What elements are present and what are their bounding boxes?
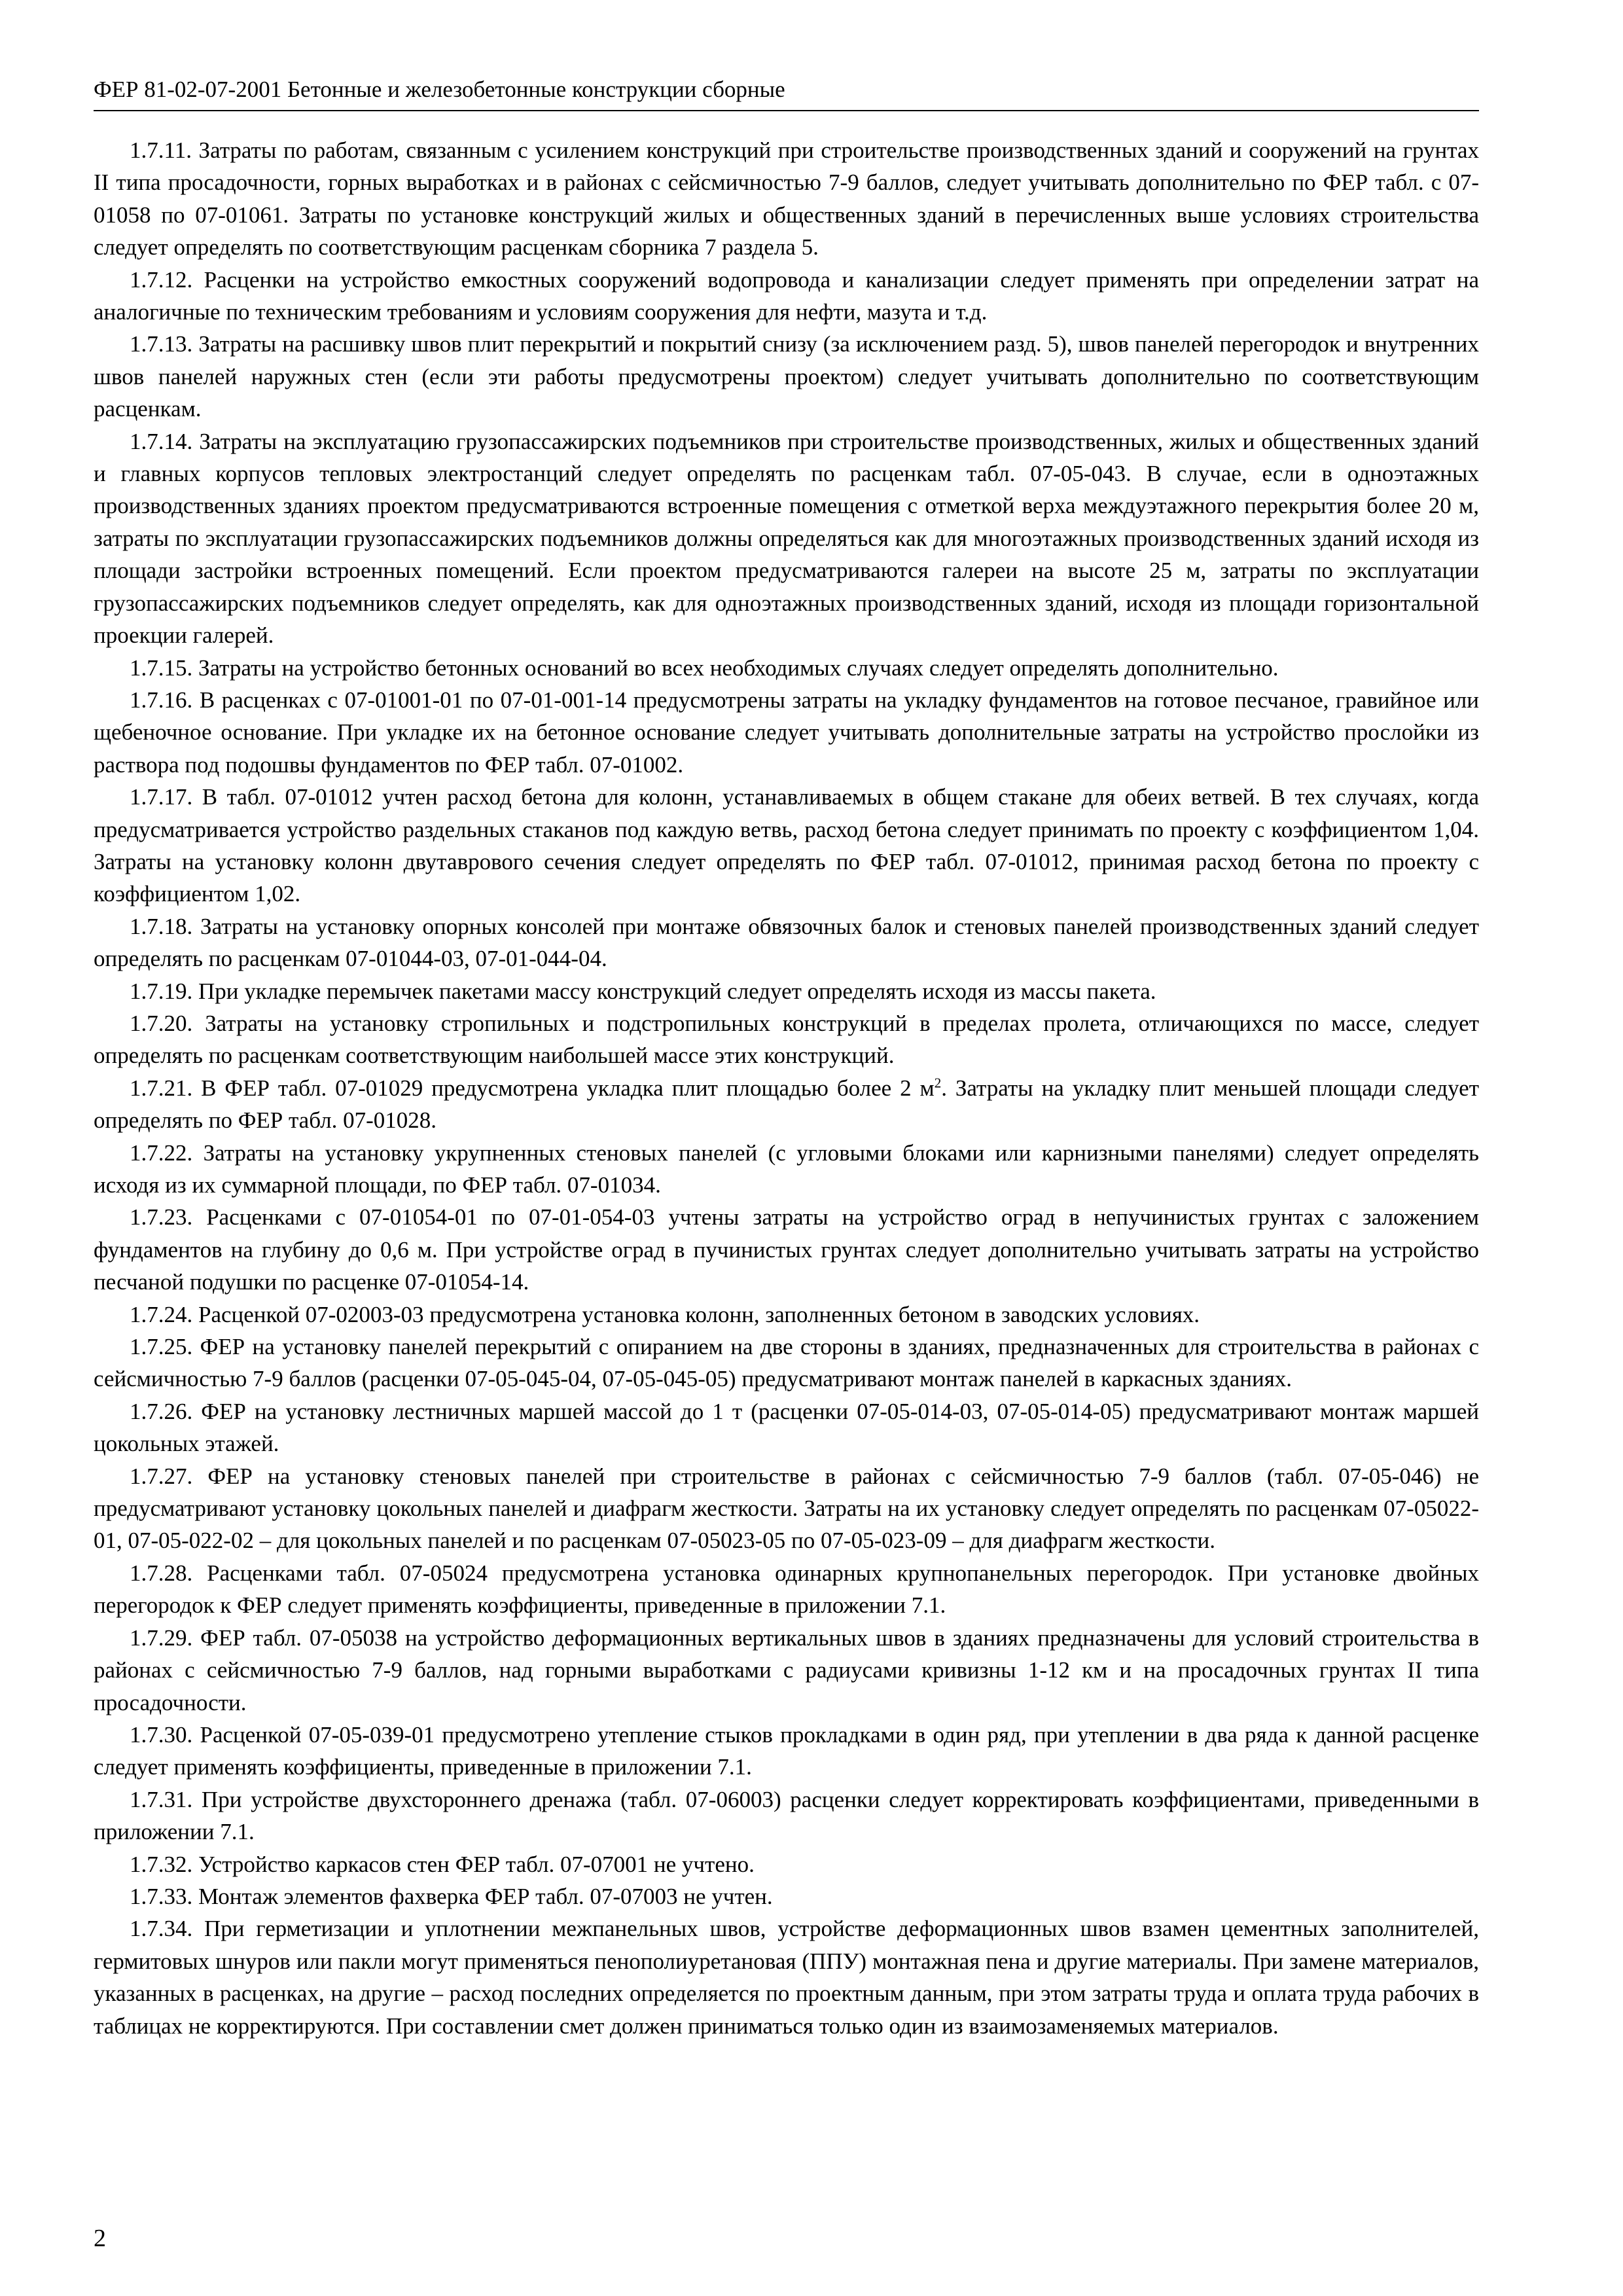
paragraph-1-7-12: 1.7.12. Расценки на устройство емкостных сооружений водопровода и канализации следует применять при определении затрат на аналогичные по техническим требованиям и условиям сооружения для нефти, мазута и т.д. [94,266,1479,325]
paragraph-1-7-28: 1.7.28. Расценками табл. 07-05024 предусмотрена установка одинарных крупнопанельных перегородок. При установке двойных перегородок к ФЕР следует применять коэффициенты, приведенные в приложении 7.1. [94,1560,1479,1619]
paragraph-1-7-25: 1.7.25. ФЕР на установку панелей перекрытий с опиранием на две стороны в зданиях, предназначенных для строительства в районах с сейсмичностью 7-9 баллов (расценки 07-05-045-04, 07-05-045-05) предусматривают монтаж панелей в каркасных зданиях. [94,1334,1479,1392]
paragraph-1-7-13: 1.7.13. Затраты на расшивку швов плит перекрытий и покрытий снизу (за исключением разд. 5), швов панелей перегородок и внутренних швов панелей наружных стен (если эти работы предусмотрены проектом) следует учитывать дополнительно по соответствующим расценкам. [94,331,1479,422]
paragraph-1-7-29: 1.7.29. ФЕР табл. 07-05038 на устройство деформационных вертикальных швов в зданиях предназначены для условий строительства в районах с сейсмичностью 7-9 баллов, над горными выработками с радиусами кривизны 1-12 км и на просадочных грунтах II типа просадочности. [94,1624,1479,1715]
superscript-2: 2 [934,1075,942,1091]
paragraph-1-7-19: 1.7.19. При укладке перемычек пакетами массу конструкций следует определять исходя из массы пакета. [130,978,1156,1004]
paragraph-1-7-14: 1.7.14. Затраты на эксплуатацию грузопассажирских подъемников при строительстве производственных, жилых и общественных зданий и главных корпусов тепловых электростанций следует определять по расценкам табл. 07-05-043. В случае, если в одноэтажных производственных зданиях проектом предусматриваются встроенные помещения с отметкой верха междуэтажного перекрытия более 20 м, затраты по эксплуатации грузопассажирских подъемников должны определяться как для многоэтажных производственных зданий исходя из площади застройки встроенных помещений. Если проектом предусматриваются галереи на высоте 25 м, затраты по эксплуатации грузопассажирских подъемников следует определять, как для одноэтажных производственных зданий, исходя из площади горизонтальной проекции галерей. [94,428,1479,649]
paragraph-1-7-26: 1.7.26. ФЕР на установку лестничных маршей массой до 1 т (расценки 07-05-014-03, 07-05-014-05) предусматривают монтаж маршей цокольных этажей. [94,1398,1479,1457]
paragraph-1-7-33: 1.7.33. Монтаж элементов фахверка ФЕР табл. 07-07003 не учтен. [130,1883,773,1909]
page-number: 2 [94,2225,106,2252]
paragraph-1-7-24: 1.7.24. Расценкой 07-02003-03 предусмотрена установка колонн, заполненных бетоном в заводских условиях. [130,1301,1200,1327]
paragraph-1-7-11: 1.7.11. Затраты по работам, связанным с усилением конструкций при строительстве производственных зданий и сооружений на грунтах II типа просадочности, горных выработках и в районах с сейсмичностью 7-9 баллов, следует учитывать дополнительно по ФЕР табл. с 07-01058 по 07-01061. Затраты по установке конструкций жилых и общественных зданий в перечисленных выше условиях строительства следует определять по соответствующим расценкам сборника 7 раздела 5. [94,137,1479,260]
paragraph-1-7-34: 1.7.34. При герметизации и уплотнении межпанельных швов, устройстве деформационных швов взамен цементных заполнителей, гермитовых шнуров или пакли могут применяться пенополиуретановая (ППУ) монтажная пена и другие материалы. При замене материалов, указанных в расценках, на другие – расход последних определяется по проектным данным, при этом затраты труда и оплата труда рабочих в таблицах не корректируются. При составлении смет должен приниматься только один из взаимозаменяемых материалов. [94,1916,1479,2039]
paragraph-1-7-21-text-after: . Затраты на укладку плит меньшей площади следует определять по ФЕР табл. 07-01028. [94,1075,1479,1134]
running-header: ФЕР 81-02-07-2001 Бетонные и железобетонные конструкции сборные [94,73,1479,111]
paragraph-1-7-16: 1.7.16. В расценках с 07-01001-01 по 07-01-001-14 предусмотрены затраты на укладку фундаментов на готовое песчаное, гравийное или щебеночное основание. При укладке их на бетонное основание следует учитывать дополнительные затраты на устройство прослойки из раствора под подошвы фундаментов по ФЕР табл. 07-01002. [94,687,1479,778]
paragraph-1-7-18: 1.7.18. Затраты на установку опорных консолей при монтаже обвязочных балок и стеновых панелей производственных зданий следует определять по расценкам 07-01044-03, 07-01-044-04. [94,913,1479,972]
paragraph-1-7-23: 1.7.23. Расценками с 07-01054-01 по 07-01-054-03 учтены затраты на устройство оград в непучинистых грунтах с заложением фундаментов на глубину до 0,6 м. При устройстве оград в пучинистых грунтах следует дополнительно учитывать затраты на устройство песчаной подушки по расценке 07-01054-14. [94,1204,1479,1295]
document-body [94,134,1479,2042]
paragraph-1-7-15: 1.7.15. Затраты на устройство бетонных оснований во всех необходимых случаях следует определять дополнительно. [130,655,1279,681]
paragraph-1-7-22: 1.7.22. Затраты на установку укрупненных стеновых панелей (с угловыми блоками или карнизными панелями) следует определять исходя из их суммарной площади, по ФЕР табл. 07-01034. [94,1139,1479,1198]
paragraph-1-7-21-text: 1.7.21. В ФЕР табл. 07-01029 предусмотрена укладка плит площадью более 2 м [130,1075,935,1101]
paragraph-1-7-27: 1.7.27. ФЕР на установку стеновых панелей при строительстве в районах с сейсмичностью 7-9 баллов (табл. 07-05-046) не предусматривают установку цокольных панелей и диафрагм жесткости. Затраты на их установку следует определять по расценкам 07-05022-01, 07-05-022-02 – для цокольных панелей и по расценкам 07-05023-05 по 07-05-023-09 – для диафрагм жесткости. [94,1463,1479,1554]
paragraph-1-7-30: 1.7.30. Расценкой 07-05-039-01 предусмотрено утепление стыков прокладками в один ряд, при утеплении в два ряда к данной расценке следует применять коэффициенты, приведенные в приложении 7.1. [94,1721,1479,1780]
paragraph-1-7-17: 1.7.17. В табл. 07-01012 учтен расход бетона для колонн, устанавливаемых в общем стакане для обеих ветвей. В тех случаях, когда предусматривается устройство раздельных стаканов под каждую ветвь, расход бетона следует принимать по проекту с коэффициентом 1,04. Затраты на установку колонн двутаврового сечения следует определять по ФЕР табл. 07-01012, принимая расход бетона по проекту с коэффициентом 1,02. [94,784,1479,907]
paragraph-1-7-21 [94,1072,1479,1137]
paragraph-1-7-31: 1.7.31. При устройстве двухстороннего дренажа (табл. 07-06003) расценки следует корректировать коэффициентами, приведенными в приложении 7.1. [94,1786,1479,1845]
paragraph-1-7-32: 1.7.32. Устройство каркасов стен ФЕР табл. 07-07001 не учтено. [130,1851,755,1877]
paragraph-1-7-20: 1.7.20. Затраты на установку стропильных и подстропильных конструкций в пределах пролета, отличающихся по массе, следует определять по расценкам соответствующим наибольшей массе этих конструкций. [94,1010,1479,1069]
